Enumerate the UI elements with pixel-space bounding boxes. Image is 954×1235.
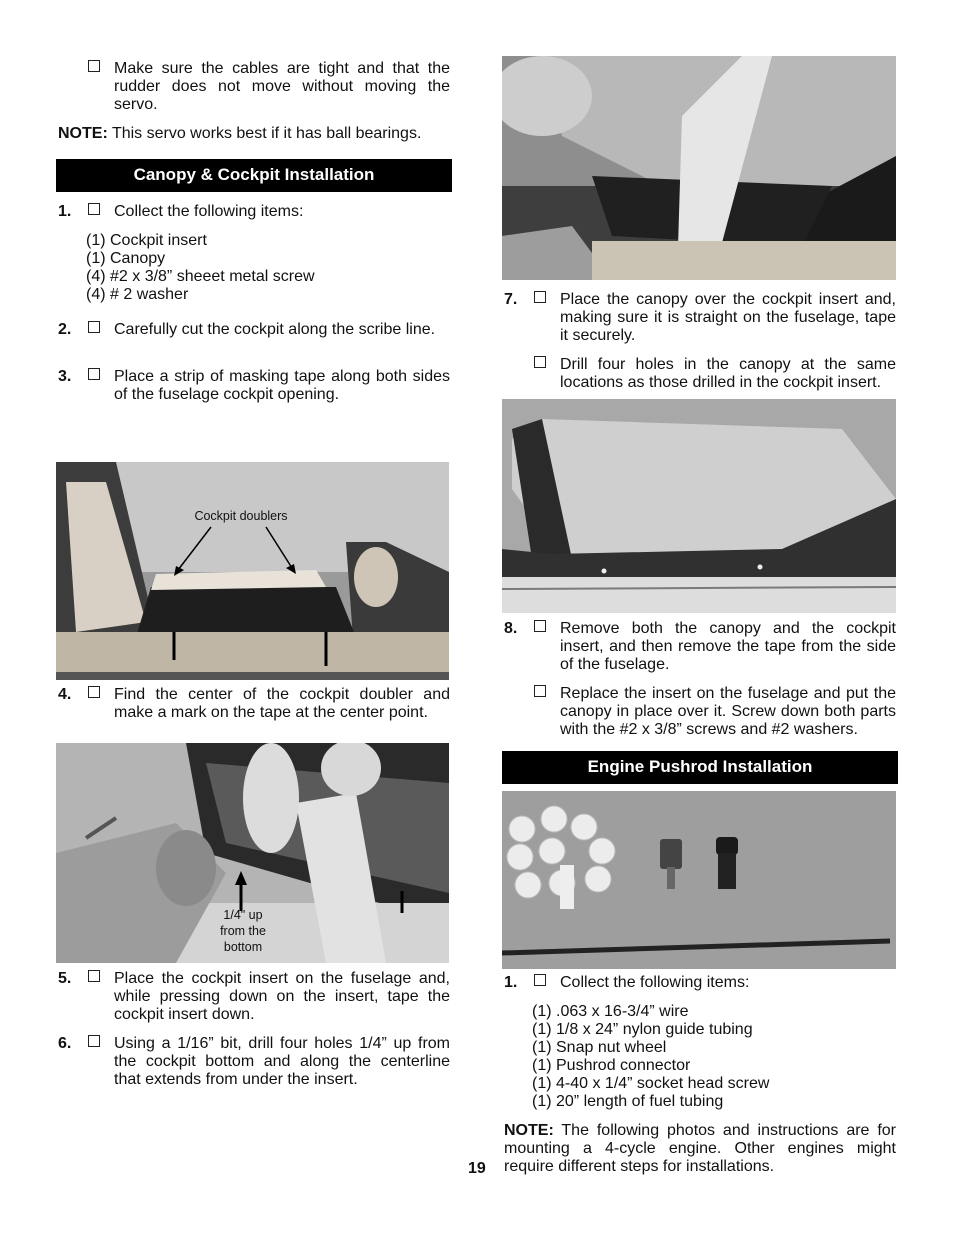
caption-line: from the — [220, 924, 266, 938]
photo-pushrod-parts — [502, 791, 896, 969]
step-text: Drill four holes in the canopy at the same locations as those drilled in the cockpit insert. — [560, 356, 896, 391]
section-header-canopy: Canopy & Cockpit Installation — [56, 159, 452, 192]
list-item: (1) Canopy — [86, 250, 166, 267]
step-number: 7. — [504, 291, 518, 308]
step-text: Place the cockpit insert on the fuselage and, while pressing down on the insert, tape the cockpit insert down. — [114, 970, 450, 1023]
checkbox[interactable] — [534, 356, 546, 374]
intro-check-text: Make sure the cables are tight and that the rudder does not move without moving the servo. — [114, 60, 450, 113]
photo-caption — [202, 907, 284, 955]
section-header-pushrod: Engine Pushrod Installation — [502, 751, 898, 784]
step-number: 1. — [58, 203, 72, 220]
list-item: (4) #2 x 3/8” sheeet metal screw — [86, 268, 315, 285]
list-item: (1) Cockpit insert — [86, 232, 207, 249]
step-text: Replace the insert on the fuselage and put the canopy in place over it. Screw down both parts with the #2 x 3/8” screws and #2 washers. — [560, 685, 896, 738]
step-text: Find the center of the cockpit doubler and make a mark on the tape at the center point. — [114, 686, 450, 721]
photo-drilling-insert — [56, 743, 449, 963]
caption-line: bottom — [223, 940, 263, 954]
checkbox[interactable] — [88, 60, 100, 78]
checkbox[interactable] — [534, 620, 546, 638]
photo-caption: Cockpit doublers — [194, 509, 288, 523]
step-number: 6. — [58, 1035, 72, 1052]
checkbox[interactable] — [88, 321, 100, 339]
step-number: 5. — [58, 970, 72, 987]
list-item: (1) 4-40 x 1/4” socket head screw — [532, 1075, 770, 1092]
step-number: 2. — [58, 321, 72, 338]
photo-cockpit-doublers — [56, 462, 449, 680]
note — [58, 125, 450, 143]
step-text: Place a strip of masking tape along both sides of the fuselage cockpit opening. — [114, 368, 450, 403]
list-item: (1) .063 x 16-3/4” wire — [532, 1003, 689, 1020]
checkbox[interactable] — [88, 1035, 100, 1053]
items-list — [86, 232, 315, 304]
items-list — [532, 1003, 769, 1111]
step-text: Place the canopy over the cockpit insert and, making sure it is straight on the fuselage, tape it securely. — [560, 291, 896, 344]
page-number: 19 — [468, 1160, 486, 1177]
step-text: Carefully cut the cockpit along the scribe line. — [114, 321, 436, 338]
step-number: 1. — [504, 974, 518, 991]
list-item: (1) Pushrod connector — [532, 1057, 691, 1074]
note-text: This servo works best if it has ball bearings. — [111, 125, 422, 142]
checkbox[interactable] — [534, 685, 546, 703]
photo-canopy-mounted — [502, 399, 896, 613]
checkbox[interactable] — [88, 686, 100, 704]
list-item: (1) 1/8 x 24” nylon guide tubing — [532, 1021, 753, 1038]
step-text: Using a 1/16” bit, drill four holes 1/4” up from the cockpit bottom and along the centerline that extends from under the insert. — [114, 1035, 450, 1088]
checkbox[interactable] — [88, 368, 100, 386]
step-text: Collect the following items: — [114, 203, 304, 220]
note-label: NOTE: — [58, 125, 108, 142]
list-item: (1) Snap nut wheel — [532, 1039, 667, 1056]
list-item: (4) # 2 washer — [86, 286, 189, 303]
note — [504, 1122, 896, 1176]
list-item: (1) 20” length of fuel tubing — [532, 1093, 724, 1110]
step-number: 3. — [58, 368, 72, 385]
note-label: NOTE: — [504, 1122, 554, 1139]
checkbox[interactable] — [88, 203, 100, 221]
checkbox[interactable] — [88, 970, 100, 988]
checkbox[interactable] — [534, 974, 546, 992]
photo-taping-canopy — [502, 56, 896, 280]
step-number: 4. — [58, 686, 72, 703]
checkbox[interactable] — [534, 291, 546, 309]
note-text: The following photos and instructions are for mounting a 4-cycle engine. Other engines might require different steps for installations. — [504, 1122, 897, 1175]
step-number: 8. — [504, 620, 518, 637]
step-text: Collect the following items: — [560, 974, 750, 991]
caption-line: 1/4" up — [223, 908, 263, 922]
step-text: Remove both the canopy and the cockpit insert, and then remove the tape from the side of the fuselage. — [560, 620, 896, 673]
